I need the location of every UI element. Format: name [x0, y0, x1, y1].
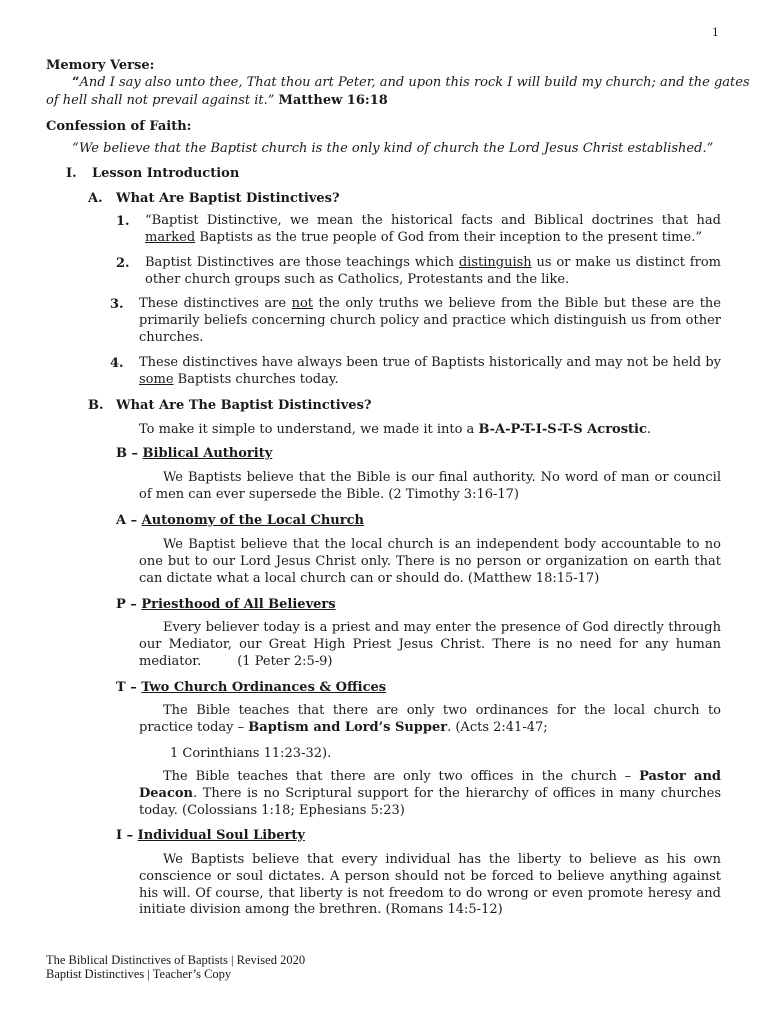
sub-b-title: What Are The Baptist Distinctives?	[116, 398, 372, 413]
confession-heading: Confession of Faith:	[46, 119, 192, 134]
page-number: 1	[712, 24, 719, 39]
distinctive-a-heading: A – Autonomy of the Local Church	[116, 513, 364, 528]
list-item-number: 3.	[110, 297, 124, 312]
memory-verse-line1	[72, 74, 750, 91]
footer-line2: Baptist Distinctives | Teacher’s Copy	[46, 967, 232, 981]
distinctive-a-text: We Baptist believe that the local church is an independent body accountable to no one but to our Lord Jesus Christ only. There is no person or organization on earth that can dictate what a local church can or should do. (Matthew 18:15-17)	[139, 537, 721, 586]
memory-verse-text-line2: of hell shall not prevail against it.”	[46, 93, 275, 108]
distinctive-t-text-2: The Bible teaches that there are only two offices in the church – Pastor and Deacon. There is no Scriptural support for the hierarchy of offices in many churches today. (Colossians 1:18; Ephesians 5:23)	[139, 769, 721, 818]
memory-verse-text-line1: And I say also unto thee, That thou art Peter, and upon this rock I will build my church; and the gates	[79, 75, 750, 90]
distinctive-b-text: We Baptists believe that the Bible is our final authority. No word of man or council of men can ever supersede the Bible. (2 Timothy 3:16-17)	[139, 470, 721, 502]
sub-a-title: What Are Baptist Distinctives?	[116, 191, 340, 206]
footer-line1: The Biblical Distinctives of Baptists | Revised 2020	[46, 953, 306, 967]
memory-verse-open-quote: “	[72, 75, 80, 90]
distinctive-p-heading: P – Priesthood of All Believers	[116, 597, 336, 612]
sub-a-letter: A.	[88, 191, 103, 206]
list-item-text: These distinctives have always been true of Baptists historically and may not be held by some Baptists churches today.	[139, 355, 721, 387]
underlined-word: some	[139, 371, 174, 387]
list-item-text: These distinctives are not the only truths we believe from the Bible but these are the primarily beliefs concerning church policy and practice which distinguish us from other churches.	[139, 296, 721, 345]
list-item-text: “Baptist Distinctive, we mean the historical facts and Biblical doctrines that had marked Baptists as the true people of God from their inception to the present time.”	[145, 213, 721, 245]
underlined-word: distinguish	[458, 255, 532, 270]
sub-b-letter: B.	[88, 398, 104, 413]
section-numeral: I.	[66, 166, 77, 181]
confession-text: “We believe that the Baptist church is the only kind of church the Lord Jesus Christ established.”	[72, 141, 714, 156]
list-item-number: 2.	[116, 256, 130, 271]
memory-verse-heading: Memory Verse:	[46, 58, 155, 73]
distinctive-t-heading: T – Two Church Ordinances & Offices	[116, 680, 387, 695]
distinctive-t-text-1: The Bible teaches that there are only two ordinances for the local church to practice today – Baptism and Lord’s Supper. (Acts 2:41-47;	[139, 703, 721, 735]
distinctive-p-text: Every believer today is a priest and may enter the presence of God directly through our Mediator, our Great High Priest Jesus Christ. There is no need for any human mediator. (1 Peter 2:5-9)	[139, 620, 721, 669]
underlined-word: not	[291, 296, 314, 311]
scripture-reference: (1 Peter 2:5-9)	[237, 653, 333, 669]
distinctive-i-heading: I – Individual Soul Liberty	[116, 828, 305, 843]
memory-verse-reference: Matthew 16:18	[278, 93, 388, 108]
acrostic-intro: To make it simple to understand, we made it into a B-A-P-T-I-S-T-S Acrostic.	[139, 422, 652, 437]
distinctive-b-heading: B – Biblical Authority	[116, 446, 273, 461]
underlined-word: marked	[145, 229, 196, 245]
section-title: Lesson Introduction	[92, 166, 240, 181]
list-item-number: 1.	[116, 214, 130, 229]
distinctive-t-reference: 1 Corinthians 11:23-32).	[170, 746, 332, 761]
distinctive-i-text: We Baptists believe that every individual has the liberty to believe as his own conscience or soul dictates. A person should not be forced to believe anything against his will. Of course, that liberty is not freedom to do wrong or even promote heresy and initiate division among the brethren. (Romans 14:5-12)	[139, 852, 721, 918]
list-item-number: 4.	[110, 356, 124, 371]
memory-verse-line2	[46, 92, 388, 109]
list-item-text: Baptist Distinctives are those teachings which distinguish us or make us distinct from other church groups such as Catholics, Protestants and the like.	[145, 255, 721, 287]
